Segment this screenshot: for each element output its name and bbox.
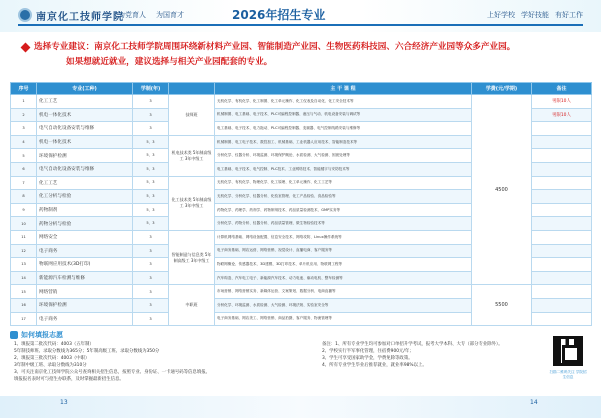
note-right-4: 4、所有专业学生毕业后推荐就业，就业率98%以上。 bbox=[322, 363, 427, 368]
cell-note: 男限10人 bbox=[532, 95, 592, 109]
col-header-years: 学制(年) bbox=[133, 83, 169, 95]
cell-note bbox=[532, 203, 592, 217]
cell-years: 3 bbox=[133, 258, 169, 272]
cell-no: 14 bbox=[11, 271, 37, 285]
cell-no: 2 bbox=[11, 108, 37, 122]
cell-years: 3 bbox=[133, 285, 169, 299]
cell-years: 5、3 bbox=[133, 176, 169, 190]
cell-courses: 计算机网络基础、网络设备配置、信息安全技术、网络攻防、Linux操作系统等 bbox=[215, 230, 472, 244]
cell-class-group: 机电技术类 5年制高级工 3年中级工 bbox=[169, 135, 215, 176]
cell-major: 化工分析与检验 bbox=[37, 190, 133, 204]
cell-major: 化工工艺 bbox=[37, 95, 133, 109]
cell-note bbox=[532, 244, 592, 258]
cell-no: 9 bbox=[11, 203, 37, 217]
cell-courses: 机械制图、电工电子技术、数控加工、机械基础、工业机器人应用技术、智能制造技术等 bbox=[215, 135, 472, 149]
cell-years: 3 bbox=[133, 230, 169, 244]
how-left-1: 1、填报第二批次代码：4003（五年制） bbox=[14, 342, 94, 347]
cell-courses: 电工基础、电子技术、电力拖动、PLC可编程控制器、变频器、电气控制线路安装与维修等 bbox=[215, 122, 472, 136]
cell-courses: 电子商务基础、网店运营、网络营销、视觉设计、直播电商、客户服务等 bbox=[215, 244, 472, 258]
cell-no: 5 bbox=[11, 149, 37, 163]
col-header-courses: 主 干 课 程 bbox=[215, 83, 472, 95]
cell-major: 网络营销 bbox=[37, 285, 133, 299]
motto-right-3: 有好工作 bbox=[555, 11, 583, 19]
cell-no: 4 bbox=[11, 135, 37, 149]
majors-table bbox=[10, 82, 592, 326]
cell-major: 化工工艺 bbox=[37, 176, 133, 190]
cell-no: 8 bbox=[11, 190, 37, 204]
table-header-row bbox=[11, 83, 592, 95]
cell-note: 男限10人 bbox=[532, 108, 592, 122]
page-header bbox=[0, 0, 601, 32]
cell-courses: 无机化学、分析化学、仪器分析、化验室管理、化工产品检验、食品检验等 bbox=[215, 190, 472, 204]
cell-no: 1 bbox=[11, 95, 37, 109]
how-left-4: 3年制中级工班、录取分数线为310分 bbox=[14, 363, 87, 368]
table-row bbox=[11, 95, 592, 109]
cell-major: 环境保护检测 bbox=[37, 149, 133, 163]
cell-no: 7 bbox=[11, 176, 37, 190]
cell-courses: 分析化学、药物分析、仪器分析、药品质量管理、微生物检验技术等 bbox=[215, 217, 472, 231]
cell-courses: 电子商务基础、网店美工、网络营销、商品拍摄、客户服务、物流管理等 bbox=[215, 312, 472, 326]
cell-courses: 分析化学、仪器分析、环境监测、环境保护概论、水质检测、大气检测、固废处理等 bbox=[215, 149, 472, 163]
advice-line-1: 选择专业建议：南京化工技师学院周围环绕新材料产业园、智能制造产业园、生物医药科技园、六合经济产业园等众多产业园。 bbox=[34, 42, 516, 52]
how-left-5: 3、可关注南京化工技师学院公众号查询相关招生信息，按照专业、身份证、一卡通号码等信息填报。 bbox=[14, 370, 210, 375]
cell-no: 10 bbox=[11, 217, 37, 231]
page-title: 2026年招生专业 bbox=[232, 8, 326, 22]
cell-note bbox=[532, 122, 592, 136]
cell-years: 3 bbox=[133, 95, 169, 109]
cell-major: 药物制剂 bbox=[37, 203, 133, 217]
cell-fee: 5500 bbox=[472, 285, 532, 326]
advice-line-2: 如果想就近就业，建议选择与相关产业园配套的专业。 bbox=[66, 57, 273, 67]
cell-years: 5、3 bbox=[133, 203, 169, 217]
cell-no: 15 bbox=[11, 285, 37, 299]
motto-right-1: 上好学校 bbox=[487, 11, 515, 19]
cell-years: 5、3 bbox=[133, 162, 169, 176]
cell-years: 5、3 bbox=[133, 217, 169, 231]
school-logo-icon bbox=[18, 8, 32, 22]
cell-courses: 药物化学、药理学、药剂学、药物制剂技术、药品质量检测技术、GMP实务等 bbox=[215, 203, 472, 217]
cell-note bbox=[532, 149, 592, 163]
cell-major: 电子商务 bbox=[37, 312, 133, 326]
cell-class-group: 中职班 bbox=[169, 285, 215, 326]
motto-right-2: 学好技能 bbox=[521, 11, 549, 19]
table-body bbox=[11, 95, 592, 326]
header-rule bbox=[18, 24, 583, 26]
motto-right bbox=[487, 10, 583, 20]
page-number-left: 13 bbox=[60, 399, 68, 406]
cell-courses: 汽车构造、汽车电工电子、新能源汽车技术、动力电池、驱动电机、整车检测等 bbox=[215, 271, 472, 285]
cell-class-group: 技师班 bbox=[169, 95, 215, 136]
how-left-6: 填报报名表时可与招生办联系，及时掌握最新招生信息。 bbox=[14, 377, 124, 382]
how-title: 如何填报志愿 bbox=[21, 331, 63, 339]
cell-years: 3 bbox=[133, 298, 169, 312]
cell-courses: 物联网概论、传感器技术、3D建模、3D打印技术、单片机应用、物联网工程等 bbox=[215, 258, 472, 272]
cell-major: 电气自动化设备安装与维修 bbox=[37, 162, 133, 176]
cell-years: 5、3 bbox=[133, 149, 169, 163]
cell-major: 电气自动化设备安装与维修 bbox=[37, 122, 133, 136]
note-right-3: 3、学生可享受国家助学金，学费免除等政策。 bbox=[322, 356, 413, 361]
cell-major: 新能源汽车检测与维修 bbox=[37, 271, 133, 285]
col-header-no: 序号 bbox=[11, 83, 37, 95]
cell-note bbox=[532, 176, 592, 190]
cell-major: 物联网应用技术(3D打印) bbox=[37, 258, 133, 272]
col-header-major: 专业(工种) bbox=[37, 83, 133, 95]
cell-note bbox=[532, 190, 592, 204]
diamond-bullet-icon bbox=[21, 43, 31, 53]
cell-no: 16 bbox=[11, 298, 37, 312]
cell-no: 12 bbox=[11, 244, 37, 258]
cell-years: 3 bbox=[133, 108, 169, 122]
cell-major: 机电一体化技术 bbox=[37, 135, 133, 149]
cell-major: 网络安全 bbox=[37, 230, 133, 244]
cell-courses: 机械制图、电工基础、电子技术、PLC可编程控制器、液压与气动、机电设备安装与调试等 bbox=[215, 108, 472, 122]
how-left-2: 5年制技师班、录取分数线为365分；5年制高级工班、录取分数线为350分 bbox=[14, 349, 160, 354]
cell-note bbox=[532, 135, 592, 149]
cell-major: 药物分析与检验 bbox=[37, 217, 133, 231]
cell-years: 3 bbox=[133, 312, 169, 326]
cell-courses: 无机化学、有机化学、化工制图、化工单元操作、化工仪表及自动化、化工安全技术等 bbox=[215, 95, 472, 109]
cell-note bbox=[532, 312, 592, 326]
col-header-fee: 学费(元/学期) bbox=[472, 83, 532, 95]
note-right-1: 备注：1、所有专业学生均可参加对口单招升学考试，报考大学本科、大专（部分专业除外）。 bbox=[322, 342, 503, 347]
cell-years: 5、3 bbox=[133, 190, 169, 204]
cell-note bbox=[532, 271, 592, 285]
col-header-class bbox=[169, 83, 215, 95]
table-row bbox=[11, 285, 592, 299]
motto-left-2: 为国育才 bbox=[156, 11, 184, 19]
qr-code-icon[interactable] bbox=[553, 336, 583, 366]
cell-no: 3 bbox=[11, 122, 37, 136]
cell-major: 机电一体化技术 bbox=[37, 108, 133, 122]
cell-note bbox=[532, 258, 592, 272]
section-icon bbox=[10, 331, 18, 339]
cell-years: 3 bbox=[133, 122, 169, 136]
col-header-note: 备注 bbox=[532, 83, 592, 95]
cell-major: 电子商务 bbox=[37, 244, 133, 258]
cell-courses: 市场营销、网络营销实务、新媒体运营、文案策划、数据分析、电商直播等 bbox=[215, 285, 472, 299]
cell-courses: 无机化学、有机化学、物理化学、化工原理、化工单元操作、化工工艺等 bbox=[215, 176, 472, 190]
cell-note bbox=[532, 298, 592, 312]
cell-years: 3 bbox=[133, 271, 169, 285]
page-footer bbox=[0, 396, 601, 418]
cell-fee: 4500 bbox=[472, 95, 532, 285]
cell-note bbox=[532, 162, 592, 176]
how-left-3: 2、填报第三批次代码：4003（中职） bbox=[14, 356, 90, 361]
cell-years: 3 bbox=[133, 244, 169, 258]
cell-major: 环境保护检测 bbox=[37, 298, 133, 312]
cell-no: 6 bbox=[11, 162, 37, 176]
motto-left-1: 为党育人 bbox=[118, 11, 146, 19]
page-number-right: 14 bbox=[530, 399, 538, 406]
note-right-2: 2、学校实行半军事化管理，住宿费900元/年； bbox=[322, 349, 414, 354]
cell-no: 13 bbox=[11, 258, 37, 272]
cell-note bbox=[532, 285, 592, 299]
cell-class-group: 化工技术类 5年制高级工 3年中级工 bbox=[169, 176, 215, 230]
qr-caption: 扫描二维码关注 学院招生信息 bbox=[549, 370, 587, 379]
cell-no: 11 bbox=[11, 230, 37, 244]
cell-no: 17 bbox=[11, 312, 37, 326]
cell-years: 5、3 bbox=[133, 135, 169, 149]
cell-courses: 分析化学、环境监测、水质检测、大气检测、环境法规、实验室安全等 bbox=[215, 298, 472, 312]
cell-note bbox=[532, 217, 592, 231]
cell-courses: 电工基础、电子技术、电气控制、PLC技术、工业网络技术、智能楼宇与安防技术等 bbox=[215, 162, 472, 176]
school-name: 南京化工技师学院 bbox=[36, 12, 124, 23]
cell-note bbox=[532, 230, 592, 244]
cell-class-group: 智能制造与信息类 5年制高级工 3年中级工 bbox=[169, 230, 215, 284]
